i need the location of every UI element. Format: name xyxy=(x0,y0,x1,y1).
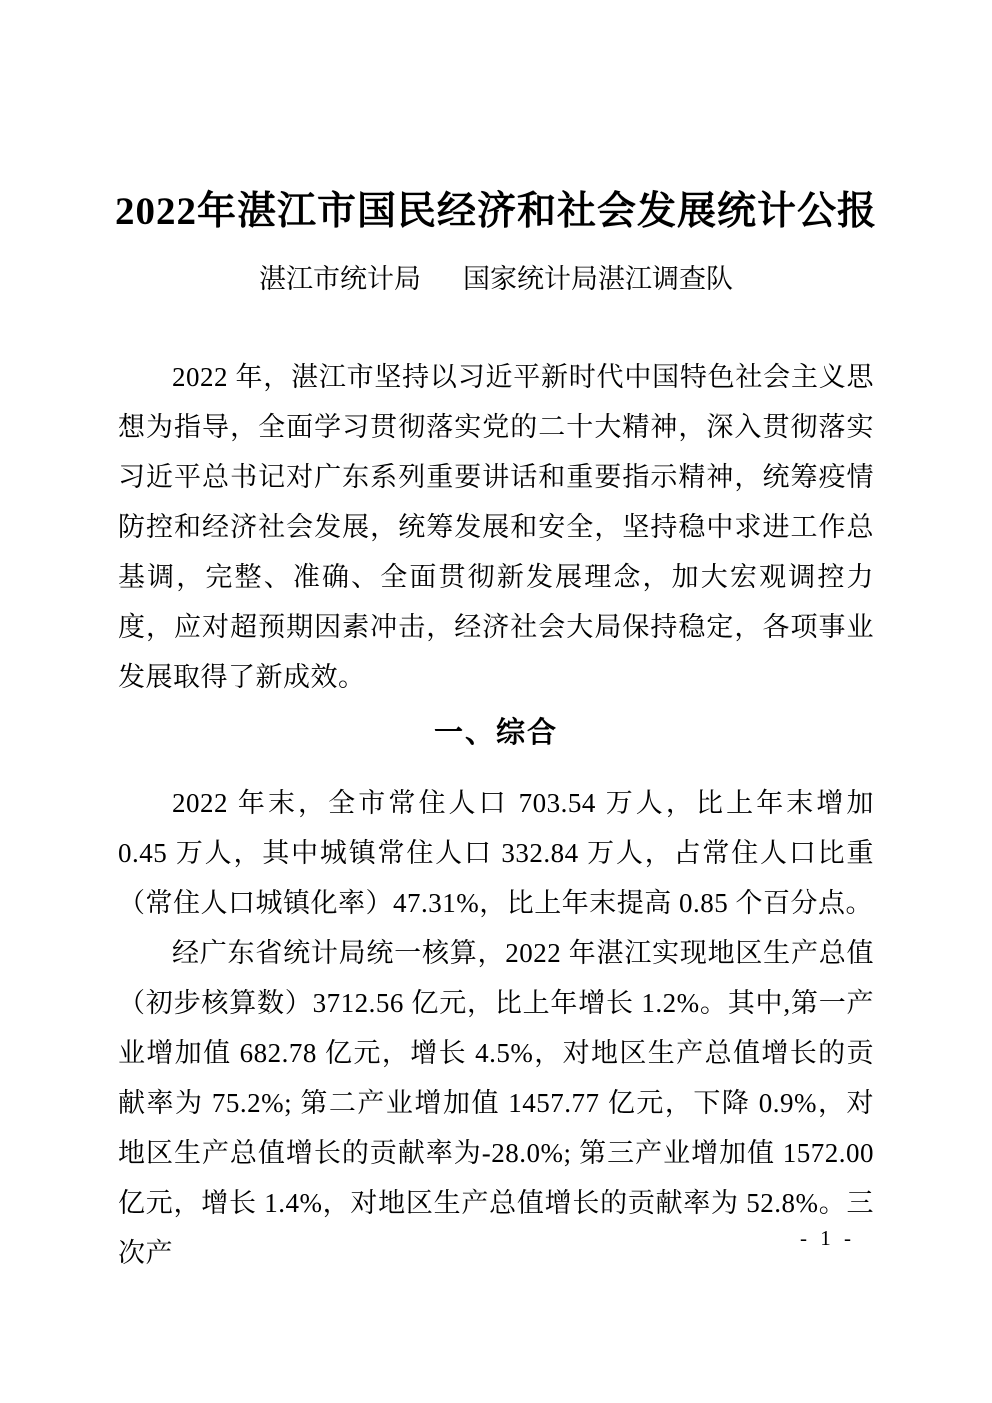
paragraph-population: 2022 年末，全市常住人口 703.54 万人，比上年末增加 0.45 万人，其中城镇常住人口 332.84 万人，占常住人口比重（常住人口城镇化率）47.31%，比上年末提高 0.85 个百分点。 xyxy=(118,788,874,918)
paragraph-gdp: 经广东省统计局统一核算，2022 年湛江实现地区生产总值（初步核算数）3712.56 亿元，比上年增长 1.2%。其中,第一产业增加值 682.78 亿元，增长 4.5%，对地区生产总值增长的贡献率为 75.2%; 第二产业增加值 1457.77 亿元，下降 0.9%，对地区生产总值增长的贡献率为-28.0%; 第三产业增加值 1572.00 亿元，增长 1.4%，对地区生产总值增长的贡献率为 52.8%。三次产 xyxy=(118,938,874,1268)
document-byline xyxy=(0,257,992,296)
document-title: 2022年湛江市国民经济和社会发展统计公报 xyxy=(114,190,877,233)
byline-agency-left: 湛江市统计局 xyxy=(259,264,421,294)
page-number: - 1 - xyxy=(800,1226,855,1250)
section-heading-overview: 一、综合 xyxy=(433,717,558,749)
intro-paragraph: 2022 年，湛江市坚持以习近平新时代中国特色社会主义思想为指导，全面学习贯彻落实党的二十大精神，深入贯彻落实习近平总书记对广东系列重要讲话和重要指示精神，统筹疫情防控和经济社会发展，统筹发展和安全，坚持稳中求进工作总基调，完整、准确、全面贯彻新发展理念，加大宏观调控力度，应对超预期因素冲击，经济社会大局保持稳定，各项事业发展取得了新成效。 xyxy=(118,362,874,692)
byline-agency-right: 国家统计局湛江调查队 xyxy=(463,264,733,294)
